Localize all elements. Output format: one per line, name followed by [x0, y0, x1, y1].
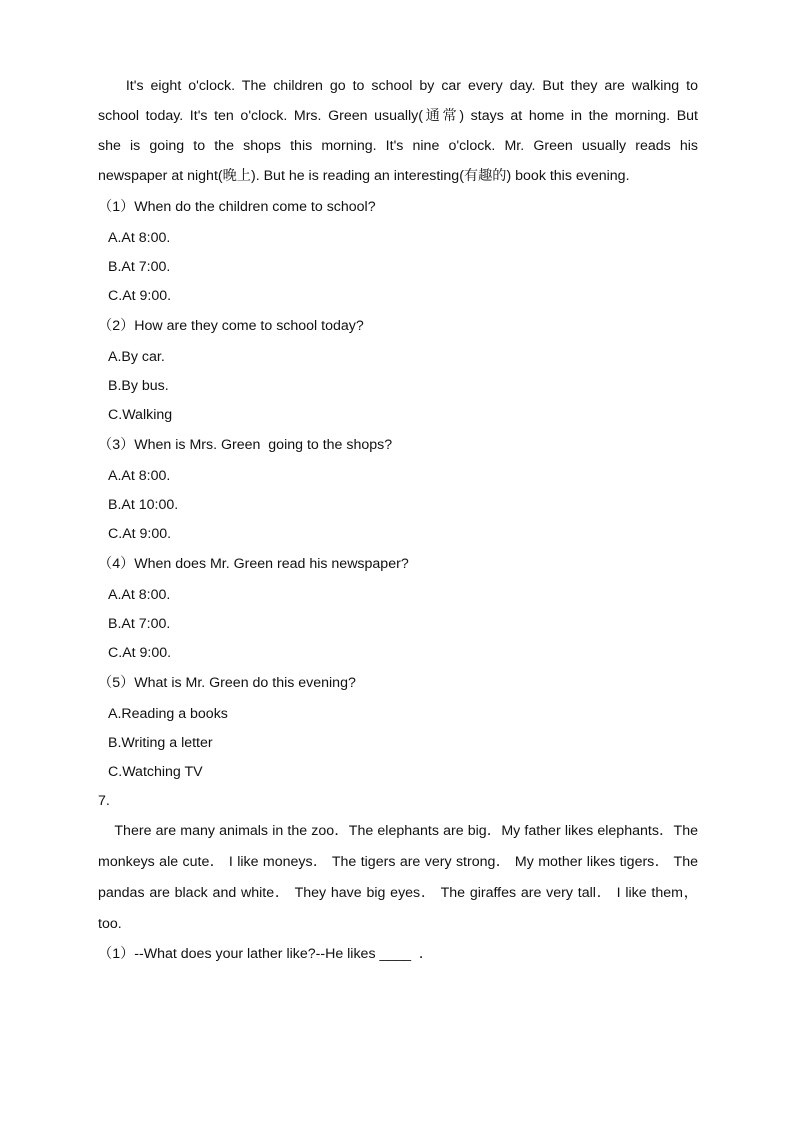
question-text: When do the children come to school? [134, 199, 376, 215]
question-7-1 [98, 944, 433, 964]
question-text: --What does your lather like?--He likes ____ ． [134, 946, 434, 962]
question-number: （5） [98, 675, 135, 691]
question-text: What is Mr. Green do this evening? [134, 675, 356, 691]
option-a: A.At 8:00. [108, 468, 171, 484]
option-b: B.At 10:00. [108, 497, 179, 513]
question-number: （4） [98, 556, 135, 572]
option-b: B.By bus. [108, 378, 169, 394]
passage-line: too. [98, 916, 122, 932]
passage-line: newspaper at night(晚上). But he is reading an interesting(有趣的) book this evening. [98, 168, 630, 184]
option-a: A.Reading a books [108, 706, 228, 722]
question-2 [98, 316, 364, 336]
option-c: C.At 9:00. [108, 526, 172, 542]
passage-line: There are many animals in the zoo．The elephants are big．My father likes elephants．The [98, 823, 698, 839]
option-b: B.Writing a letter [108, 735, 213, 751]
passage-line: It's eight o'clock. The children go to school by car every day. But they are walking to [98, 78, 698, 94]
question-3 [98, 435, 392, 455]
question-4 [98, 554, 409, 574]
question-1 [98, 197, 376, 217]
passage-line: monkeys ale cute． I like moneys． The tigers are very strong． My mother likes tigers． The [98, 854, 698, 870]
reading-passage-7 [98, 816, 698, 940]
reading-passage-1 [98, 71, 698, 191]
question-number: （2） [98, 318, 135, 334]
option-c: C.Walking [108, 407, 173, 423]
option-b: B.At 7:00. [108, 616, 171, 632]
question-number: （1） [98, 946, 135, 962]
option-a: A.At 8:00. [108, 587, 171, 603]
option-b: B.At 7:00. [108, 259, 171, 275]
option-a: A.At 8:00. [108, 230, 171, 246]
passage-line: pandas are black and white． They have big eyes． The giraffes are very tall． I like them， [98, 885, 698, 901]
question-number: （1） [98, 199, 135, 215]
passage-line: she is going to the shops this morning. It's nine o'clock. Mr. Green usually reads his [98, 138, 698, 154]
question-5 [98, 673, 356, 693]
option-c: C.At 9:00. [108, 645, 172, 661]
question-text: When does Mr. Green read his newspaper? [134, 556, 409, 572]
section-number: 7. [98, 793, 110, 809]
question-text: How are they come to school today? [134, 318, 364, 334]
question-text: When is Mrs. Green going to the shops? [134, 437, 393, 453]
question-number: （3） [98, 437, 135, 453]
option-a: A.By car. [108, 349, 165, 365]
passage-line: school today. It's ten o'clock. Mrs. Green usually(通常) stays at home in the morning. But [98, 108, 698, 124]
option-c: C.At 9:00. [108, 288, 172, 304]
option-c: C.Watching TV [108, 764, 203, 780]
